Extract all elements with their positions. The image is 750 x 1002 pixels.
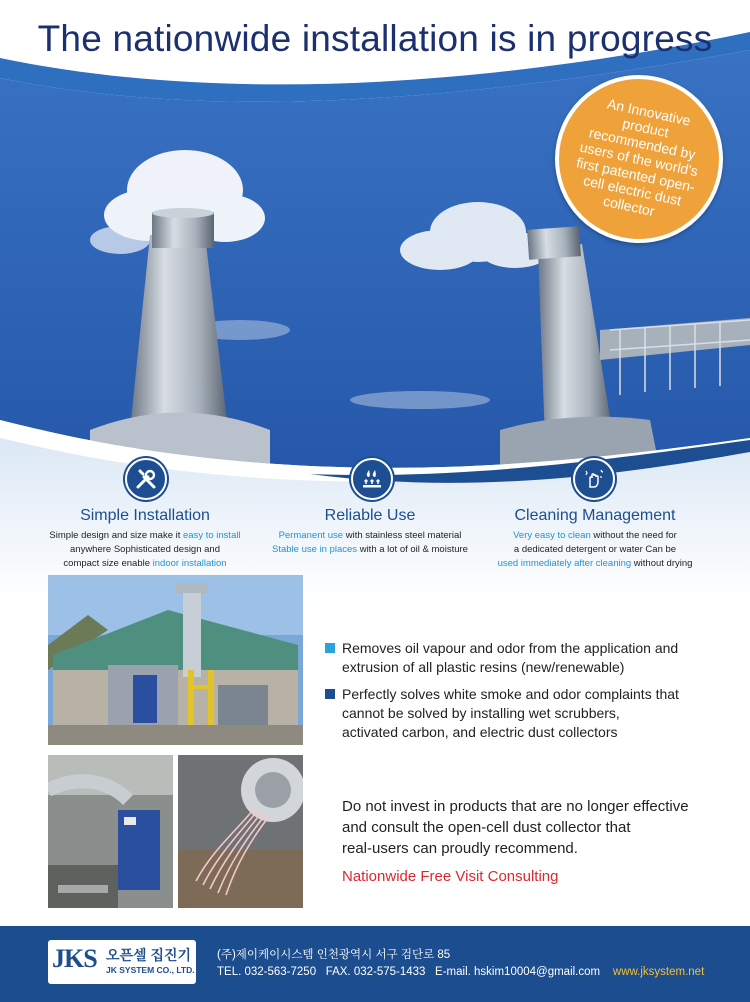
footer-contact [217,966,704,978]
bullet-line: activated carbon, and electric dust collectors [342,724,618,740]
feature-desc-line [475,543,715,557]
highlight-text: easy to install [183,530,241,541]
feature-title-reliable-use: Reliable Use [324,507,416,524]
desc-text: anywhere Sophisticated design and [70,544,220,555]
footer-email[interactable]: E-mail. hskim10004@gmail.com [435,966,601,978]
feature-desc-line [25,529,265,543]
feature-title-cleaning-management: Cleaning Management [514,507,676,524]
page-title: The nationwide installation is in progress [37,18,713,59]
feature-desc-reliable-use [250,529,490,557]
logo-korean: 오픈셀 집진기 [106,947,192,963]
closing-line: and consult the open-cell dust collector that [342,819,631,836]
tools-icon [125,458,167,500]
closing-paragraph [342,796,732,859]
bullet-line: Removes oil vapour and odor from the application and [342,640,679,656]
company-logo [48,940,196,984]
bullet-marker [325,643,335,653]
highlight-text: Stable use in places [272,544,358,555]
installation-photo-extrusion [178,755,303,908]
feature-desc-line [250,529,490,543]
desc-text: a dedicated detergent or water Can be [513,544,677,555]
bullet-line: extrusion of all plastic resins (new/renewable) [342,659,625,675]
highlight-text: Very easy to clean [513,530,591,541]
logo-company: JK SYSTEM CO., LTD. [106,965,195,975]
desc-text: with a lot of oil & moisture [357,544,468,555]
desc-text: without drying [631,558,693,569]
feature-desc-line [25,543,265,557]
feature-desc-line [25,557,265,571]
desc-text: compact size enable [63,558,153,569]
feature-desc-line [475,557,715,571]
highlight-text: indoor installation [152,558,227,569]
bullet-oil-vapour [325,639,725,677]
badge-text: An Innovative product recommended by users of the world's first patented open-cell electric dust collector [575,95,700,220]
desc-text: with stainless steel material [343,530,462,541]
closing-line: Do not invest in products that are no longer effective [342,798,689,815]
clean-hand-icon [573,458,615,500]
feature-desc-line [250,543,490,557]
feature-desc-cleaning-management [475,529,715,571]
footer-website-link[interactable]: www.jksystem.net [612,966,705,978]
footer-fax: FAX. 032-575-1433 [325,966,426,978]
bullet-line: Perfectly solves white smoke and odor complaints that [342,686,679,702]
bullet-marker [325,689,335,699]
feature-desc-simple-installation [25,529,265,571]
bullet-line: cannot be solved by installing wet scrubbers, [342,705,620,721]
closing-line: real-users can proudly recommend. [342,840,578,857]
desc-text: Simple design and size make it [49,530,184,541]
consulting-cta[interactable]: Nationwide Free Visit Consulting [342,868,559,885]
installation-photo-building [48,575,303,745]
highlight-text: Permanent use [278,530,344,541]
water-drop-icon [351,458,393,500]
installation-photo-unit [48,755,173,908]
bullet-white-smoke [325,685,725,742]
feature-title-simple-installation: Simple Installation [80,507,210,524]
footer-tel: TEL. 032-563-7250 [217,966,317,978]
highlight-text: used immediately after cleaning [497,558,632,569]
feature-desc-line [475,529,715,543]
footer-address: (주)제이케이시스템 인천광역시 서구 검단로 85 [217,949,451,961]
desc-text: without the need for [590,530,677,541]
logo-letters: JKS [52,944,97,973]
